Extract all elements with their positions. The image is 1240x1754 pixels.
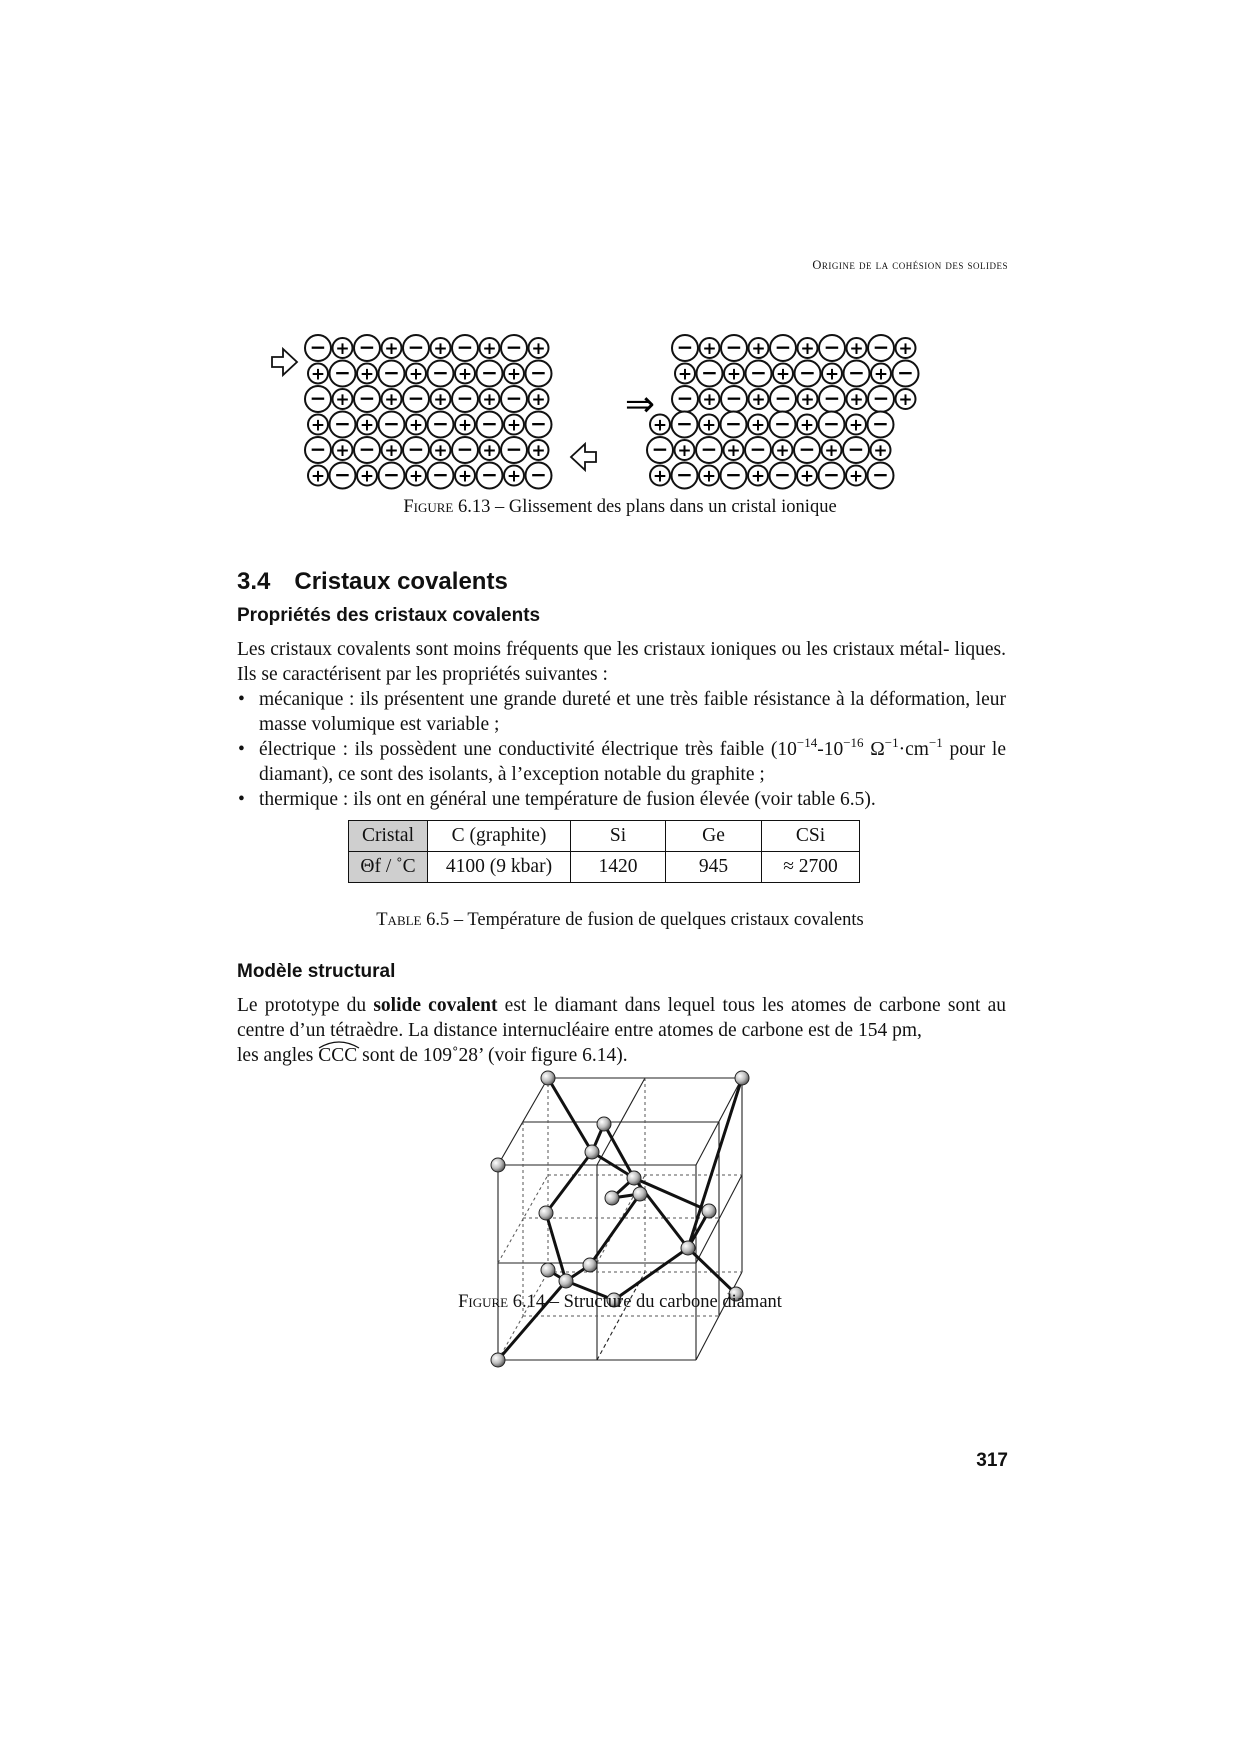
minus-sign: − bbox=[358, 335, 376, 359]
plus-sign: + bbox=[408, 415, 424, 436]
plus-sign: + bbox=[898, 339, 913, 359]
minus-sign: − bbox=[334, 411, 351, 436]
minus-sign: − bbox=[530, 360, 547, 385]
carbon-atom-icon bbox=[605, 1191, 619, 1205]
plus-sign: + bbox=[750, 466, 766, 487]
table-6-5-caption: Table 6.5 – Température de fusion de quelques cristaux covalents bbox=[376, 910, 864, 930]
minus-sign: − bbox=[432, 462, 449, 487]
plus-sign: + bbox=[701, 415, 717, 436]
minus-sign: − bbox=[383, 360, 400, 385]
carbon-atom-icon bbox=[702, 1204, 716, 1218]
plus-sign: + bbox=[482, 390, 497, 410]
plus-sign: + bbox=[775, 364, 791, 385]
plus-sign: + bbox=[482, 339, 497, 359]
plus-sign: + bbox=[310, 364, 326, 385]
properties-body bbox=[237, 637, 1006, 812]
minus-sign: − bbox=[456, 437, 474, 461]
carbon-atom-icon bbox=[633, 1187, 647, 1201]
carbon-atom-icon bbox=[541, 1071, 555, 1085]
plus-sign: + bbox=[384, 441, 399, 461]
plus-sign: + bbox=[506, 415, 522, 436]
minus-sign: − bbox=[847, 437, 865, 461]
minus-sign: − bbox=[774, 386, 792, 410]
minus-sign: − bbox=[383, 462, 400, 487]
minus-sign: − bbox=[700, 437, 718, 461]
section-heading: 3.4 Cristaux covalents bbox=[237, 568, 508, 595]
plus-sign: + bbox=[457, 364, 473, 385]
plus-sign: + bbox=[408, 364, 424, 385]
properties-intro: Les cristaux covalents sont moins fréquents que les cristaux ioniques ou les cristaux métal- liques. Ils se caractérisent par les propriétés suivantes : bbox=[237, 639, 1006, 685]
plus-sign: + bbox=[800, 339, 815, 359]
table-header-label: Cristal bbox=[349, 821, 428, 852]
plus-sign: + bbox=[506, 466, 522, 487]
page-number: 317 bbox=[976, 1450, 1008, 1471]
table-6-5 bbox=[348, 820, 860, 883]
carbon-atom-icon bbox=[627, 1171, 641, 1185]
minus-sign: − bbox=[530, 462, 547, 487]
plus-sign: + bbox=[775, 441, 790, 461]
minus-sign: − bbox=[383, 411, 400, 436]
plus-sign: + bbox=[652, 466, 668, 487]
plus-sign: + bbox=[310, 466, 326, 487]
minus-sign: − bbox=[823, 462, 840, 487]
table-header-cell: CSi bbox=[762, 821, 860, 852]
minus-sign: − bbox=[725, 335, 743, 359]
minus-sign: − bbox=[701, 360, 718, 385]
minus-sign: − bbox=[725, 386, 743, 410]
plus-sign: + bbox=[726, 441, 741, 461]
plus-sign: + bbox=[701, 466, 717, 487]
minus-sign: − bbox=[651, 437, 669, 461]
plus-sign: + bbox=[433, 441, 448, 461]
plus-sign: + bbox=[848, 415, 864, 436]
carbon-atom-icon bbox=[681, 1241, 695, 1255]
minus-sign: − bbox=[481, 411, 498, 436]
subsection-heading-properties: Propriétés des cristaux covalents bbox=[237, 605, 541, 626]
plus-sign: + bbox=[335, 339, 350, 359]
implies-symbol: ⇒ bbox=[624, 384, 656, 425]
plus-sign: + bbox=[677, 441, 692, 461]
plus-sign: + bbox=[335, 441, 350, 461]
minus-sign: − bbox=[774, 335, 792, 359]
plus-sign: + bbox=[750, 415, 766, 436]
carbon-atom-icon bbox=[491, 1353, 505, 1367]
plus-sign: + bbox=[384, 339, 399, 359]
minus-sign: − bbox=[725, 462, 742, 487]
plus-sign: + bbox=[824, 364, 840, 385]
minus-sign: − bbox=[799, 360, 816, 385]
plus-sign: + bbox=[652, 415, 668, 436]
table-cell: 1420 bbox=[571, 852, 666, 883]
table-row bbox=[349, 852, 860, 883]
minus-sign: − bbox=[358, 437, 376, 461]
minus-sign: − bbox=[676, 462, 693, 487]
bullet-mechanical: • mécanique : ils présentent une grande dureté et une très faible résistance à la déformation, leur masse volumique est variable ; bbox=[237, 687, 1006, 737]
plus-sign: + bbox=[310, 415, 326, 436]
table-row-label: Θf / ˚C bbox=[349, 852, 428, 883]
figure-6-14-caption: Figure 6.14 – Structure du carbone diamant bbox=[458, 1292, 782, 1312]
angle-hat-icon bbox=[318, 1039, 360, 1049]
figure-6-13-ionic-slip bbox=[265, 334, 985, 494]
plus-sign: + bbox=[482, 441, 497, 461]
minus-sign: − bbox=[309, 437, 327, 461]
carbon-atom-icon bbox=[559, 1274, 573, 1288]
ionic-lattice-after bbox=[647, 335, 919, 489]
plus-sign: + bbox=[531, 390, 546, 410]
figure-6-13-caption: Figure 6.13 – Glissement des plans dans un cristal ionique bbox=[403, 497, 837, 517]
minus-sign: − bbox=[725, 411, 742, 436]
model-body: Le prototype du solide covalent est le diamant dans lequel tous les atomes de carbone sont au centre d’un tétraèdre. La distance internucléaire entre atomes de carbone est de 154 pm, les angles CCC sont de 109˚28’ (voir figure 6.14). bbox=[237, 995, 1006, 1066]
minus-sign: − bbox=[872, 386, 890, 410]
minus-sign: − bbox=[456, 386, 474, 410]
minus-sign: − bbox=[750, 360, 767, 385]
minus-sign: − bbox=[407, 335, 425, 359]
table-header-row bbox=[349, 821, 860, 852]
plus-sign: + bbox=[433, 339, 448, 359]
minus-sign: − bbox=[309, 335, 327, 359]
plus-sign: + bbox=[359, 364, 375, 385]
minus-sign: − bbox=[823, 386, 841, 410]
minus-sign: − bbox=[798, 437, 816, 461]
minus-sign: − bbox=[774, 411, 791, 436]
minus-sign: − bbox=[432, 411, 449, 436]
minus-sign: − bbox=[848, 360, 865, 385]
plus-sign: + bbox=[384, 390, 399, 410]
shear-arrow-right-icon bbox=[272, 349, 297, 375]
plus-sign: + bbox=[359, 415, 375, 436]
plus-sign: + bbox=[531, 339, 546, 359]
minus-sign: − bbox=[823, 411, 840, 436]
plus-sign: + bbox=[677, 364, 693, 385]
minus-sign: − bbox=[676, 386, 694, 410]
plus-sign: + bbox=[433, 390, 448, 410]
running-head: Origine de la cohésion des solides bbox=[812, 258, 1008, 272]
minus-sign: − bbox=[358, 386, 376, 410]
plus-sign: + bbox=[457, 415, 473, 436]
minus-sign: − bbox=[505, 335, 523, 359]
plus-sign: + bbox=[506, 364, 522, 385]
table-cell: 945 bbox=[666, 852, 762, 883]
minus-sign: − bbox=[897, 360, 914, 385]
minus-sign: − bbox=[823, 335, 841, 359]
carbon-atom-icon bbox=[541, 1263, 555, 1277]
carbon-atom-icon bbox=[585, 1145, 599, 1159]
plus-sign: + bbox=[531, 441, 546, 461]
carbon-atom-icon bbox=[491, 1158, 505, 1172]
plus-sign: + bbox=[359, 466, 375, 487]
table-cell: 4100 (9 kbar) bbox=[428, 852, 571, 883]
minus-sign: − bbox=[676, 411, 693, 436]
minus-sign: − bbox=[872, 335, 890, 359]
subsection-heading-model: Modèle structural bbox=[237, 961, 396, 982]
minus-sign: − bbox=[676, 335, 694, 359]
table-cell: ≈ 2700 bbox=[762, 852, 860, 883]
minus-sign: − bbox=[749, 437, 767, 461]
plus-sign: + bbox=[848, 466, 864, 487]
minus-sign: − bbox=[774, 462, 791, 487]
shear-arrow-left-icon bbox=[571, 444, 596, 470]
table-header-cell: Ge bbox=[666, 821, 762, 852]
minus-sign: − bbox=[407, 386, 425, 410]
plus-sign: + bbox=[800, 390, 815, 410]
bullet-electrical: • électrique : ils possèdent une conductivité électrique très faible ($10^{-14}-10^{-16}$ $\Omega^{-1}\cdot cm^{-1}$ pour le diamant), ce sont des isolants, à l’exception notable du graphite ; bbox=[237, 737, 1006, 787]
carbon-atom-icon bbox=[539, 1206, 553, 1220]
minus-sign: − bbox=[481, 360, 498, 385]
plus-sign: + bbox=[702, 339, 717, 359]
plus-sign: + bbox=[408, 466, 424, 487]
minus-sign: − bbox=[432, 360, 449, 385]
plus-sign: + bbox=[751, 339, 766, 359]
bullet-thermal: • thermique : ils ont en général une température de fusion élevée (voir table 6.5). bbox=[237, 787, 1006, 812]
plus-sign: + bbox=[898, 390, 913, 410]
plus-sign: + bbox=[849, 339, 864, 359]
plus-sign: + bbox=[726, 364, 742, 385]
minus-sign: − bbox=[456, 335, 474, 359]
plus-sign: + bbox=[751, 390, 766, 410]
plus-sign: + bbox=[702, 390, 717, 410]
minus-sign: − bbox=[872, 411, 889, 436]
table-header-cell: C (graphite) bbox=[428, 821, 571, 852]
carbon-atom-icon bbox=[597, 1117, 611, 1131]
plus-sign: + bbox=[873, 441, 888, 461]
plus-sign: + bbox=[824, 441, 839, 461]
minus-sign: − bbox=[505, 386, 523, 410]
figure-6-14-diamond bbox=[480, 1060, 760, 1370]
plus-sign: + bbox=[335, 390, 350, 410]
minus-sign: − bbox=[309, 386, 327, 410]
minus-sign: − bbox=[481, 462, 498, 487]
plus-sign: + bbox=[849, 390, 864, 410]
carbon-atom-icon bbox=[583, 1258, 597, 1272]
minus-sign: − bbox=[872, 462, 889, 487]
carbon-atom-icon bbox=[735, 1071, 749, 1085]
table-header-cell: Si bbox=[571, 821, 666, 852]
plus-sign: + bbox=[799, 466, 815, 487]
plus-sign: + bbox=[457, 466, 473, 487]
minus-sign: − bbox=[407, 437, 425, 461]
plus-sign: + bbox=[873, 364, 889, 385]
minus-sign: − bbox=[505, 437, 523, 461]
plus-sign: + bbox=[799, 415, 815, 436]
minus-sign: − bbox=[334, 462, 351, 487]
minus-sign: − bbox=[530, 411, 547, 436]
ionic-lattice-before bbox=[305, 335, 552, 489]
minus-sign: − bbox=[334, 360, 351, 385]
